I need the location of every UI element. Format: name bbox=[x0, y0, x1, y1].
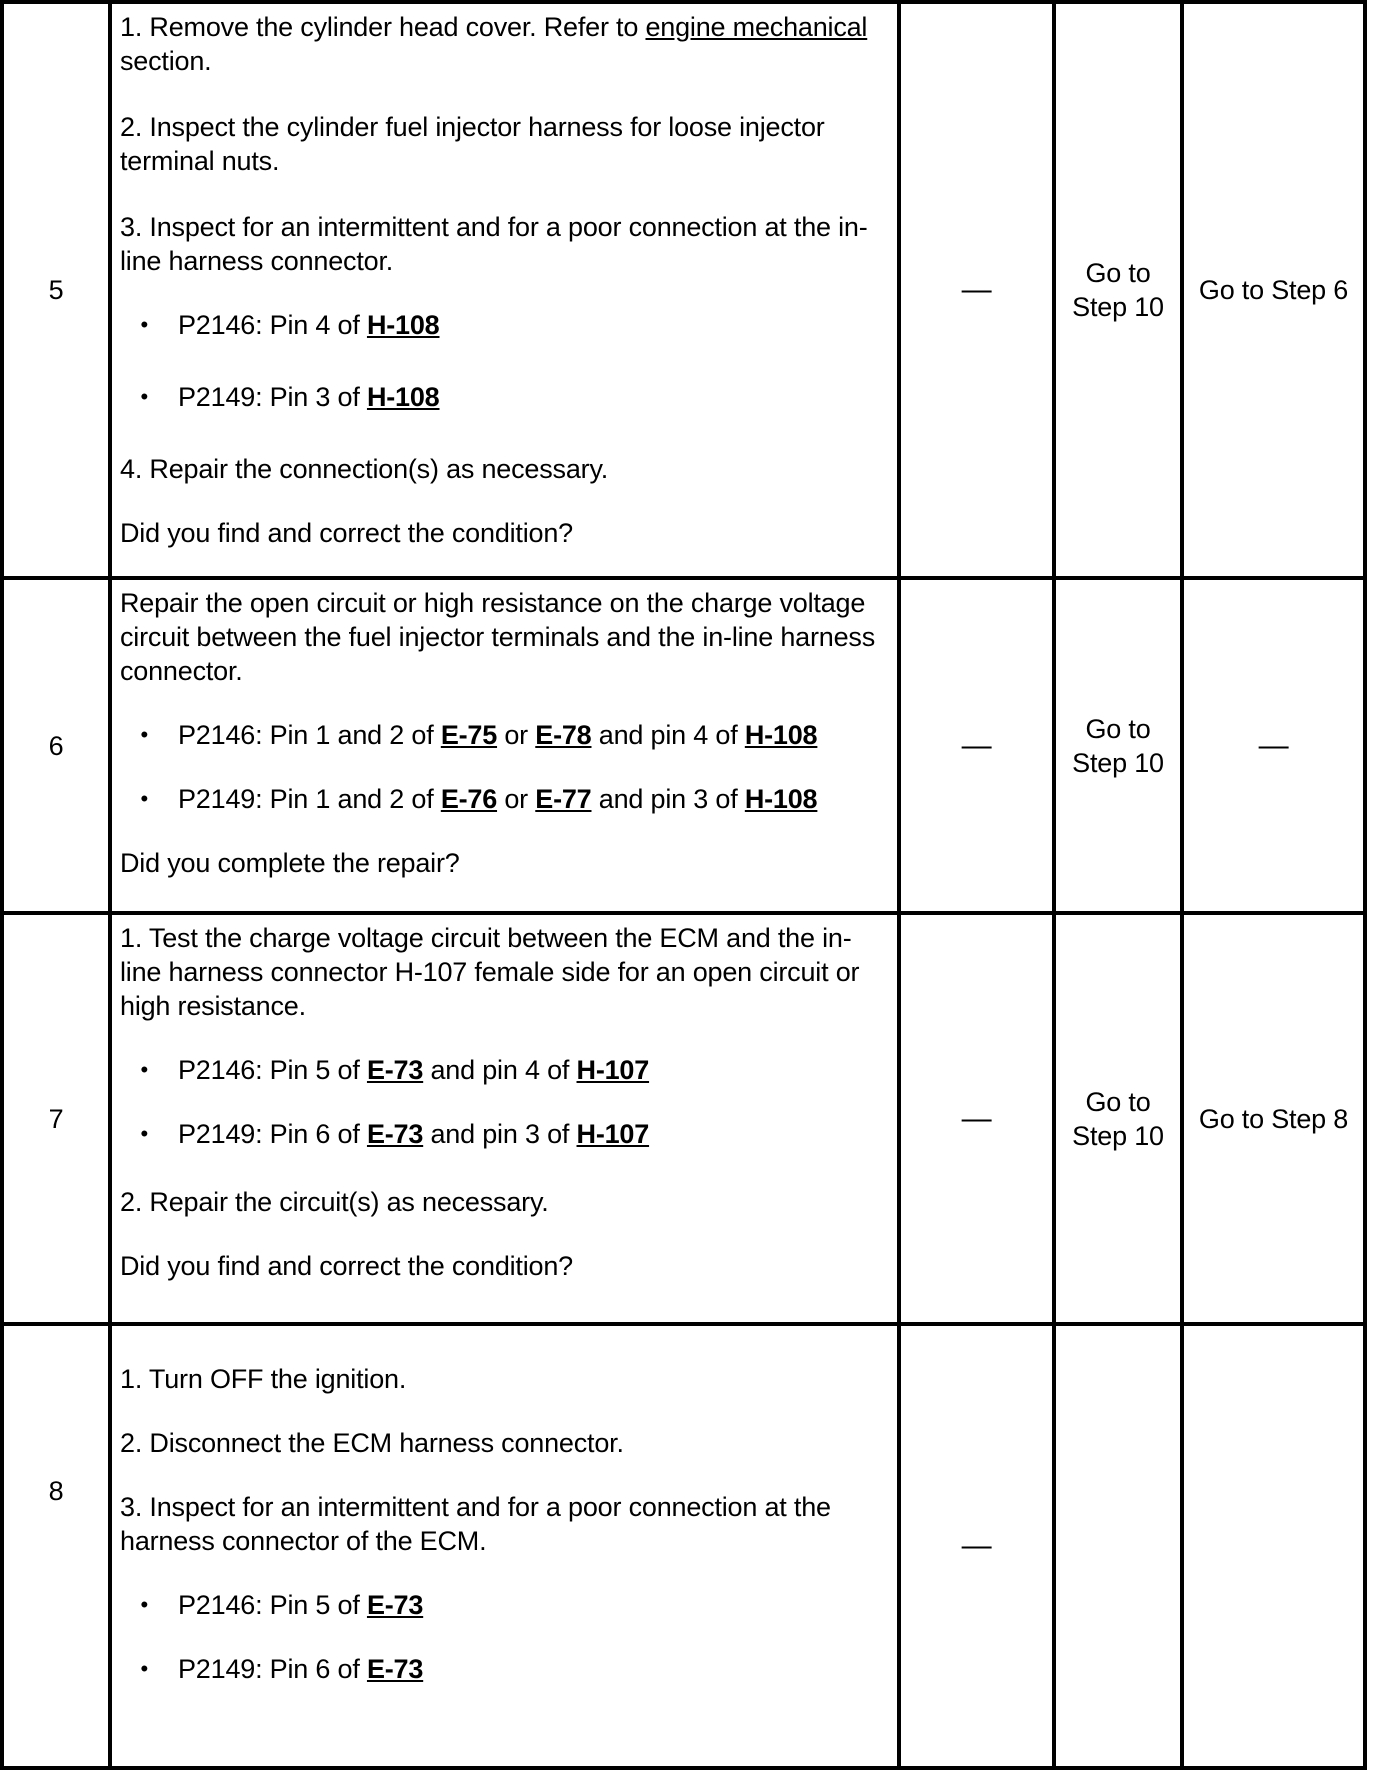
bullet-item: • P2146: Pin 5 of E-73 and pin 4 of H-107 bbox=[120, 1053, 885, 1087]
table-row bbox=[2, 1324, 1365, 1768]
action-text: 1. Turn OFF the ignition. bbox=[120, 1364, 407, 1394]
connector-link[interactable]: H-108 bbox=[366, 382, 440, 412]
table-row bbox=[2, 578, 1365, 913]
value-cell: — bbox=[899, 2, 1054, 578]
action-text: 4. Repair the connection(s) as necessary. bbox=[120, 454, 609, 484]
connector-link[interactable]: H-108 bbox=[744, 784, 818, 814]
engine-mechanical-link[interactable]: engine mechanical bbox=[645, 12, 868, 42]
connector-link[interactable]: H-107 bbox=[576, 1055, 650, 1085]
action-text: 2. Disconnect the ECM harness connector. bbox=[120, 1428, 624, 1458]
bullet-item: • P2149: Pin 3 of H-108 bbox=[120, 380, 885, 414]
bullet-item: • P2146: Pin 4 of H-108 bbox=[120, 308, 885, 342]
bullet-item: • P2146: Pin 1 and 2 of E-75 or E-78 and pin 4 of H-108 bbox=[120, 718, 885, 752]
connector-link[interactable]: E-78 bbox=[535, 720, 592, 750]
yes-cell bbox=[1054, 1324, 1182, 1768]
action-cell bbox=[110, 2, 899, 578]
connector-link[interactable]: E-73 bbox=[366, 1654, 424, 1684]
table-row bbox=[2, 2, 1365, 578]
no-cell bbox=[1182, 1324, 1365, 1768]
action-text: 1. Remove the cylinder head cover. Refer to engine mechanical section. bbox=[120, 12, 868, 76]
bullet-item: • P2149: Pin 6 of E-73 and pin 3 of H-107 bbox=[120, 1117, 885, 1151]
connector-link[interactable]: E-75 bbox=[440, 720, 498, 750]
yes-cell: Go to Step 10 bbox=[1054, 578, 1182, 913]
connector-link[interactable]: H-108 bbox=[366, 310, 440, 340]
connector-link[interactable]: E-76 bbox=[440, 784, 498, 814]
question-text: Did you find and correct the condition? bbox=[120, 1251, 573, 1281]
connector-link[interactable]: E-73 bbox=[366, 1055, 424, 1085]
step-number: 8 bbox=[2, 1324, 110, 1768]
action-text: 2. Inspect the cylinder fuel injector harness for loose injector terminal nuts. bbox=[120, 112, 825, 176]
action-text: 1. Test the charge voltage circuit between the ECM and the in-line harness connector H-107 female side for an open circuit or high resistance. bbox=[120, 923, 860, 1021]
connector-link[interactable]: E-73 bbox=[366, 1590, 424, 1620]
connector-link[interactable]: H-108 bbox=[744, 720, 818, 750]
step-number: 7 bbox=[2, 913, 110, 1324]
question-text: Did you complete the repair? bbox=[120, 848, 460, 878]
no-cell: — bbox=[1182, 578, 1365, 913]
action-text: 2. Repair the circuit(s) as necessary. bbox=[120, 1187, 549, 1217]
step-number: 5 bbox=[2, 2, 110, 578]
question-text: Did you find and correct the condition? bbox=[120, 518, 573, 548]
action-text: 3. Inspect for an intermittent and for a poor connection at the in-line harness connector. bbox=[120, 212, 868, 276]
no-cell: Go to Step 8 bbox=[1182, 913, 1365, 1324]
value-cell: — bbox=[899, 578, 1054, 913]
action-text: 3. Inspect for an intermittent and for a poor connection at the harness connector of the ECM. bbox=[120, 1492, 831, 1556]
value-cell: — bbox=[899, 913, 1054, 1324]
action-text: Repair the open circuit or high resistance on the charge voltage circuit between the fuel injector terminals and the in-line harness connector. bbox=[120, 588, 876, 686]
yes-cell: Go to Step 10 bbox=[1054, 913, 1182, 1324]
step-number: 6 bbox=[2, 578, 110, 913]
connector-link[interactable]: E-73 bbox=[366, 1119, 424, 1149]
bullet-item: • P2149: Pin 1 and 2 of E-76 or E-77 and pin 3 of H-108 bbox=[120, 782, 885, 816]
no-cell: Go to Step 6 bbox=[1182, 2, 1365, 578]
action-cell bbox=[110, 578, 899, 913]
bullet-item: • P2149: Pin 6 of E-73 bbox=[120, 1652, 885, 1686]
connector-link[interactable]: H-107 bbox=[576, 1119, 650, 1149]
table-row bbox=[2, 913, 1365, 1324]
yes-cell: Go to Step 10 bbox=[1054, 2, 1182, 578]
action-cell bbox=[110, 913, 899, 1324]
bullet-item: • P2146: Pin 5 of E-73 bbox=[120, 1588, 885, 1622]
value-cell: — bbox=[899, 1324, 1054, 1768]
action-cell bbox=[110, 1324, 899, 1768]
connector-link[interactable]: E-77 bbox=[535, 784, 592, 814]
